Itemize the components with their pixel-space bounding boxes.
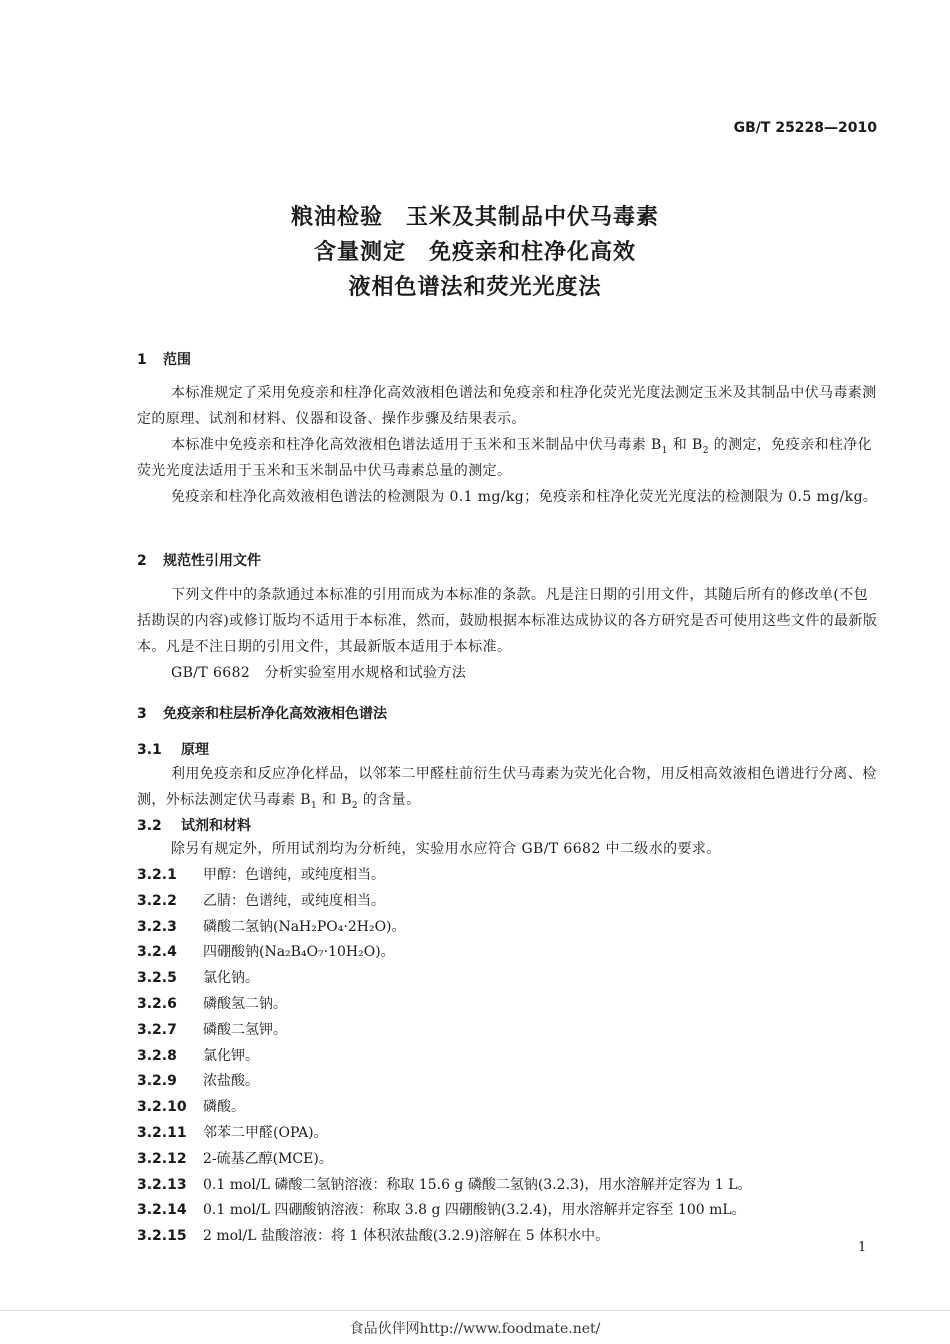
section-number: 3.2	[137, 818, 162, 834]
reagent-item-text: 磷酸二氢钾。	[203, 1022, 287, 1038]
section-number: 3	[137, 706, 147, 722]
section-title: 免疫亲和柱层析净化高效液相色谱法	[163, 706, 387, 722]
reagent-item-number: 3.2.1	[137, 867, 177, 883]
section-3-1-heading	[137, 739, 209, 759]
para-text: 利用免疫亲和反应净化样品，以邻苯二甲醛柱前衍生伏马毒素为荧光化合物，用反相高效液相色谱进行分离、检测，外标法测定伏马毒素 B	[137, 766, 877, 808]
section-number: 2	[137, 553, 147, 569]
section-3-2-paragraph: 除另有规定外，所用试剂均为分析纯，实验用水应符合 GB/T 6682 中二级水的要求。	[171, 841, 721, 857]
reagent-item	[137, 967, 259, 987]
section-1-paragraph-1: 本标准规定了采用免疫亲和柱净化高效液相色谱法和免疫亲和柱净化荧光光度法测定玉米及其制品中伏马毒素测定的原理、试剂和材料、仪器和设备、操作步骤及结果表示。	[137, 385, 877, 427]
reagent-item-number: 3.2.6	[137, 996, 177, 1012]
section-1-paragraph-2: 本标准中免疫亲和柱净化高效液相色谱法适用于玉米和玉米制品中伏马毒素 $B_1$ 和 $B_2$ 的测定，免疫亲和柱净化荧光光度法适用于玉米和玉米制品中伏马毒素总量的测定。	[137, 437, 873, 479]
section-number: 3.1	[137, 742, 162, 758]
section-title: 范围	[163, 352, 191, 368]
reagent-item-text: 0.1 mol/L 磷酸二氢钠溶液：称取 15.6 g 磷酸二氢钠(3.2.3)，用水溶解并定容为 1 L。	[203, 1177, 752, 1193]
reagent-item	[137, 890, 385, 910]
reagent-item	[137, 1225, 609, 1245]
reagent-item	[137, 1174, 752, 1194]
section-2-heading	[137, 550, 261, 570]
section-2-paragraph-1: 下列文件中的条款通过本标准的引用而成为本标准的条款。凡是注日期的引用文件，其随后所有的修改单(不包括勘误的内容)或修订版均不适用于本标准，然而，鼓励根据本标准达成协议的各方研究是否可使用这些文件的最新版本。凡是不注日期的引用文件，其最新版本适用于本标准。	[137, 587, 878, 655]
reagent-item-number: 3.2.4	[137, 944, 177, 960]
section-3-1-paragraph: 利用免疫亲和反应净化样品，以邻苯二甲醛柱前衍生伏马毒素为荧光化合物，用反相高效液相色谱进行分离、检测，外标法测定伏马毒素 $B_1$ 和 $B_2$ 的含量。	[137, 766, 877, 811]
reagent-item-text: 2 mol/L 盐酸溶液：将 1 体积浓盐酸(3.2.9)溶解在 5 体积水中。	[203, 1228, 610, 1244]
reagent-item-text: 浓盐酸。	[203, 1073, 259, 1089]
reagent-item-text: 磷酸。	[203, 1099, 245, 1115]
reagent-item	[137, 941, 395, 961]
reagent-item-text: 磷酸二氢钠(NaH₂PO₄·2H₂O)。	[203, 919, 406, 935]
reagent-item	[137, 1148, 333, 1168]
section-title: 规范性引用文件	[163, 553, 261, 569]
reagent-item	[137, 1096, 245, 1116]
reagent-item	[137, 916, 406, 936]
reagent-item-number: 3.2.10	[137, 1099, 187, 1115]
document-title-line-2: 含量测定 免疫亲和柱净化高效	[313, 240, 636, 265]
reagent-item-text: 0.1 mol/L 四硼酸钠溶液：称取 3.8 g 四硼酸钠(3.2.4)，用水溶解并定容至 100 mL。	[203, 1202, 746, 1218]
reagent-item-number: 3.2.5	[137, 970, 177, 986]
reagent-item-number: 3.2.15	[137, 1228, 187, 1244]
reagent-item-number: 3.2.12	[137, 1151, 187, 1167]
reagent-item-text: 氯化钠。	[203, 970, 259, 986]
reagent-item-number: 3.2.14	[137, 1202, 187, 1218]
reagent-item-number: 3.2.2	[137, 893, 177, 909]
reagent-item	[137, 864, 385, 884]
reagent-item	[137, 1199, 746, 1219]
section-3-2-heading	[137, 815, 251, 835]
section-1-heading	[137, 349, 191, 369]
reagent-item	[137, 993, 287, 1013]
footer-divider	[0, 1310, 950, 1311]
section-1-paragraph-3: 免疫亲和柱净化高效液相色谱法的检测限为 0.1 mg/kg；免疫亲和柱净化荧光光度法的检测限为 0.5 mg/kg。	[171, 489, 878, 505]
normative-reference: GB/T 6682 分析实验室用水规格和试验方法	[171, 665, 467, 681]
para-text: 和 B	[317, 792, 352, 808]
para-text: 和 B	[667, 437, 703, 453]
reagent-item-text: 氯化钾。	[203, 1048, 259, 1064]
section-number: 1	[137, 352, 147, 368]
reagent-item-text: 2-硫基乙醇(MCE)。	[203, 1151, 333, 1167]
reagent-item	[137, 1122, 328, 1142]
para-text: 的测定，免疫亲和柱净化荧光光度法适用于玉米和玉米制品中伏马毒素总量的测定。	[137, 437, 873, 479]
reagent-item-text: 四硼酸钠(Na₂B₄O₇·10H₂O)。	[203, 944, 395, 960]
reagent-item-number: 3.2.3	[137, 919, 177, 935]
reagent-item-number: 3.2.8	[137, 1048, 177, 1064]
reagent-item	[137, 1019, 287, 1039]
reagent-item-text: 邻苯二甲醛(OPA)。	[203, 1125, 328, 1141]
reagent-item-number: 3.2.9	[137, 1073, 177, 1089]
reagent-item-number: 3.2.11	[137, 1125, 187, 1141]
reagent-item-text: 磷酸氢二钠。	[203, 996, 287, 1012]
footer-watermark: 食品伙伴网http://www.foodmate.net/	[349, 1321, 601, 1337]
reagent-item-number: 3.2.7	[137, 1022, 177, 1038]
section-3-heading	[137, 703, 387, 723]
para-text: 的含量。	[358, 792, 421, 808]
reagent-item	[137, 1070, 259, 1090]
standard-number: GB/T 25228—2010	[733, 120, 877, 136]
reagent-item-text: 甲醇：色谱纯，或纯度相当。	[203, 867, 385, 883]
page-number: 1	[858, 1240, 867, 1255]
section-title: 试剂和材料	[181, 818, 251, 834]
reagent-item	[137, 1045, 259, 1065]
para-text: 本标准中免疫亲和柱净化高效液相色谱法适用于玉米和玉米制品中伏马毒素 B	[171, 437, 662, 453]
document-title-line-3: 液相色谱法和荧光光度法	[348, 275, 602, 300]
reagent-item-number: 3.2.13	[137, 1177, 187, 1193]
section-title: 原理	[181, 742, 209, 758]
document-title-line-1: 粮油检验 玉米及其制品中伏马毒素	[290, 205, 659, 230]
reagent-item-text: 乙腈：色谱纯，或纯度相当。	[203, 893, 385, 909]
